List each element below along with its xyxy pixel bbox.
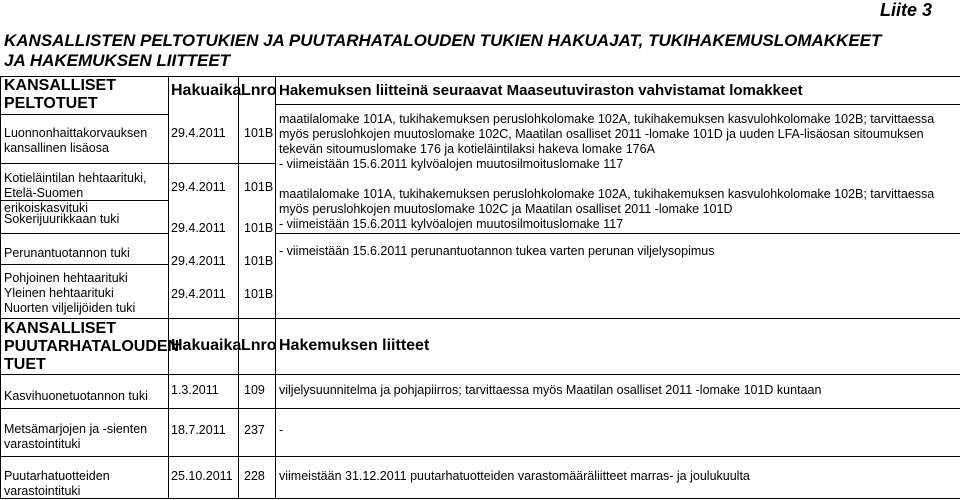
row-divider [0,163,275,164]
row-name: Luonnonhaittakorvauksen kansallinen lisäosa [4,126,148,155]
row-divider [0,264,168,265]
row-divider [0,374,960,375]
column-divider [275,76,276,498]
row-name: Metsämarjojen ja -sienten varastointituki [4,422,148,451]
section2-heading: KANSALLISET PUUTARHATALOUDEN TUET [4,320,180,373]
row-form: 228 [244,469,265,483]
row-divider [275,104,960,105]
row-form: 101B [244,254,274,268]
row-date: 29.4.2011 [171,126,226,140]
row-date: 29.4.2011 [171,221,226,235]
row-divider [0,408,960,409]
row-form: 101B [244,221,274,235]
row-divider [275,233,960,234]
row-form: 237 [244,423,265,437]
attachments-deadline: - viimeistään 15.6.2011 kylvöalojen muutosilmoituslomake 117 [279,217,624,231]
section2-period-header: Hakuaika [171,337,242,354]
row-name: Puutarhatuotteiden varastointituki [4,469,110,498]
attachments-text: - [279,423,284,437]
attachments-text: viljelysuunnitelma ja pohjapiirros; tarvittaessa myös Maatilan osalliset 2011 -lomake 101D kuntaan [279,383,822,397]
row-date: 1.3.2011 [171,383,219,397]
row-form: 101B [244,287,274,301]
row-divider [0,456,960,457]
row-name: Kotieläintilan hehtaarituki, Etelä-Suomen erikoiskasvituki [4,171,147,215]
appendix-caption: Liite 3 [880,0,933,20]
row-date: 18.7.2011 [171,423,226,437]
section-divider [0,318,960,319]
row-date: 25.10.2011 [171,469,233,483]
row-divider [0,233,168,234]
row-name: Pohjoinen hehtaarituki Yleinen hehtaarituki Nuorten viljelijöiden tuki [4,271,136,315]
row-form: 109 [244,383,265,397]
attachments-text: - viimeistään 15.6.2011 perunantuotannon tukea varten perunan viljelysopimus [279,244,715,258]
row-name: Kasvihuonetuotannon tuki [4,389,148,403]
row-form: 101B [244,180,274,194]
document-title: KANSALLISTEN PELTOTUKIEN JA PUUTARHATALOUDEN TUKIEN HAKUAJAT, TUKIHAKEMUSLOMAKKEET JA HAKEMUKSEN LIITTEET [4,31,882,70]
section1-attachments-header: Hakemuksen liitteinä seuraavat Maaseutuviraston vahvistamat lomakkeet [279,82,803,99]
row-name: Perunantuotannon tuki [4,246,130,260]
column-divider [168,76,169,498]
section2-form-header: Lnro [241,337,277,354]
section1-period-header: Hakuaika [171,82,242,99]
row-form: 101B [244,126,274,140]
row-divider [0,114,168,115]
attachments-deadline: - viimeistään 15.6.2011 kylvöalojen muutosilmoituslomake 117 [279,157,624,171]
section1-heading: KANSALLISET PELTOTUET [4,77,116,112]
row-date: 29.4.2011 [171,287,226,301]
attachments-text: maatilalomake 101A, tukihakemuksen peruslohkolomake 102A, tukihakemuksen kasvulohkolomake 102B; tarvittaessa myös peruslohkojen muutoslomake 102C, Maatilan osalliset 2011 -lomake 101D ja uuden LFA-lisäosan sitoumuksen tekevän sitoumuslomake 176 ja kotieläintilaksi hakeva lomake 176A [279,112,935,156]
row-date: 29.4.2011 [171,254,226,268]
section2-attachments-header: Hakemuksen liitteet [279,337,430,354]
table-border-left [0,76,1,498]
column-divider [238,76,239,498]
table-border-bottom [0,498,960,499]
attachments-text: viimeistään 31.12.2011 puutarhatuotteiden varastomääräliitteet marras- ja joulukuulta [279,469,750,483]
attachments-text: maatilalomake 101A, tukihakemuksen peruslohkolomake 102A, tukihakemuksen kasvulohkolomake 102B; tarvittaessa myös peruslohkojen muutoslomake 102C ja Maatilan osalliset 2011 -lomake 101D [279,187,935,216]
row-date: 29.4.2011 [171,180,226,194]
row-name: Sokerijuurikkaan tuki [4,212,120,226]
section1-form-header: Lnro [241,82,277,99]
